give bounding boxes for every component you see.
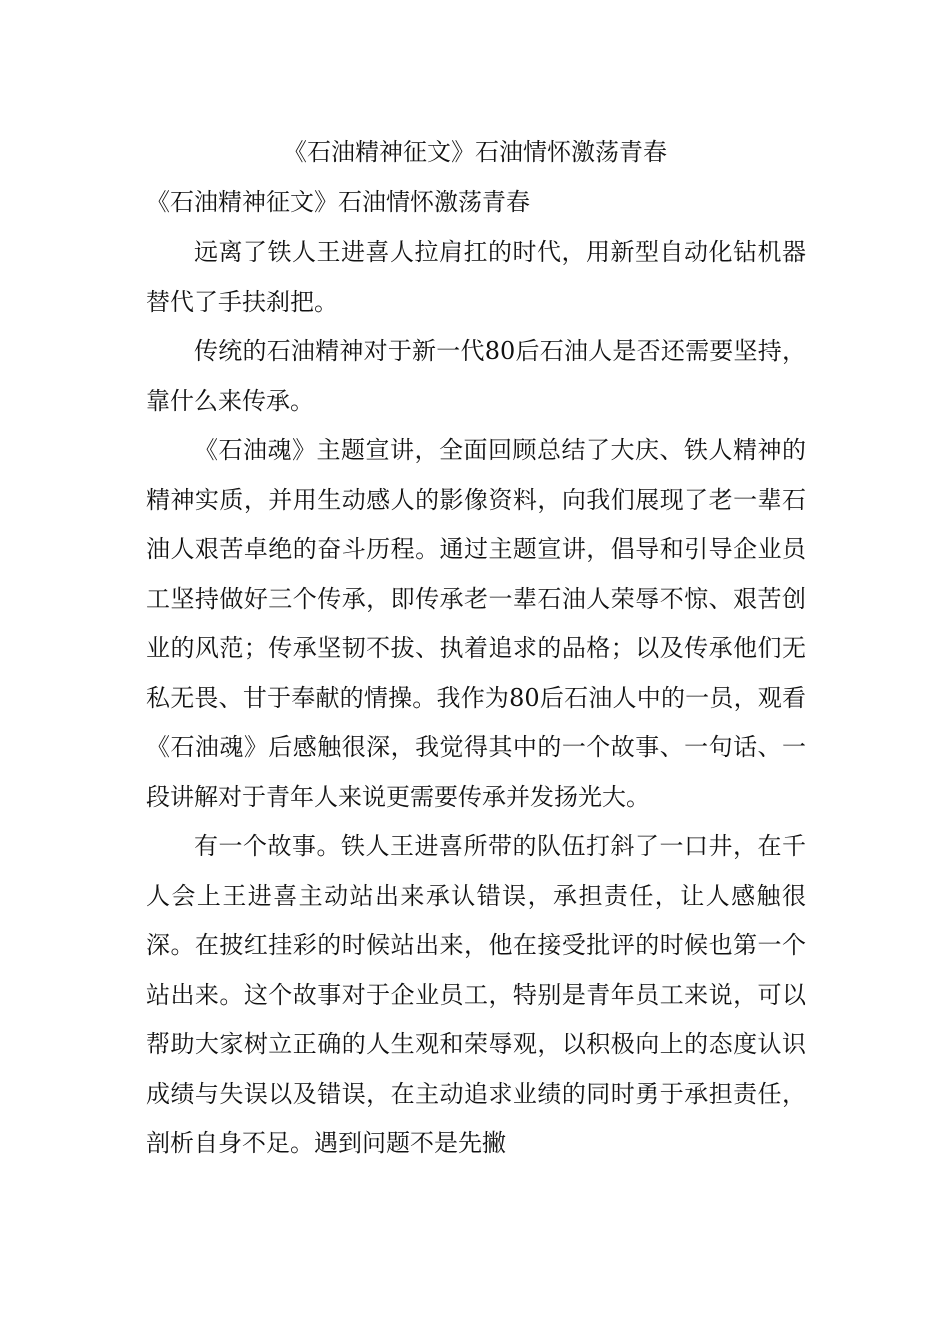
paragraph-4: 有一个故事。铁人王进喜所带的队伍打斜了一口井，在千人会上王进喜主动站出来承认错误，承担责任，让人感触很深。在披红挂彩的时候站出来，他在接受批评的时候也第一个站出来。这个故事对于企业员工，特别是青年员工来说，可以帮助大家树立正确的人生观和荣辱观，以积极向上的态度认识成绩与失误以及错误，在主动追求业绩的同时勇于承担责任，剖析自身不足。遇到问题不是先撇 <box>146 832 806 1157</box>
paragraph-2: 传统的石油精神对于新一代80后石油人是否还需要坚持，靠什么来传承。 <box>146 337 806 415</box>
document-title: 《石油精神征文》石油情怀激荡青春 <box>283 138 667 166</box>
paragraph-3: 《石油魂》主题宣讲，全面回顾总结了大庆、铁人精神的精神实质，并用生动感人的影像资料，向我们展现了老一辈石油人艰苦卓绝的奋斗历程。通过主题宣讲，倡导和引导企业员工坚持做好三个传承，即传承老一辈石油人荣辱不惊、艰苦创业的风范；传承坚韧不拔、执着追求的品格；以及传承他们无私无畏、甘于奉献的情操。我作为80后石油人中的一员，观看《石油魂》后感触很深，我觉得其中的一个故事、一句话、一段讲解对于青年人来说更需要传承并发扬光大。 <box>146 436 806 811</box>
document-subtitle: 《石油精神征文》石油情怀激荡青春 <box>146 188 530 216</box>
paragraph-1: 远离了铁人王进喜人拉肩扛的时代，用新型自动化钻机器替代了手扶刹把。 <box>146 238 806 316</box>
document-body <box>146 228 806 1169</box>
